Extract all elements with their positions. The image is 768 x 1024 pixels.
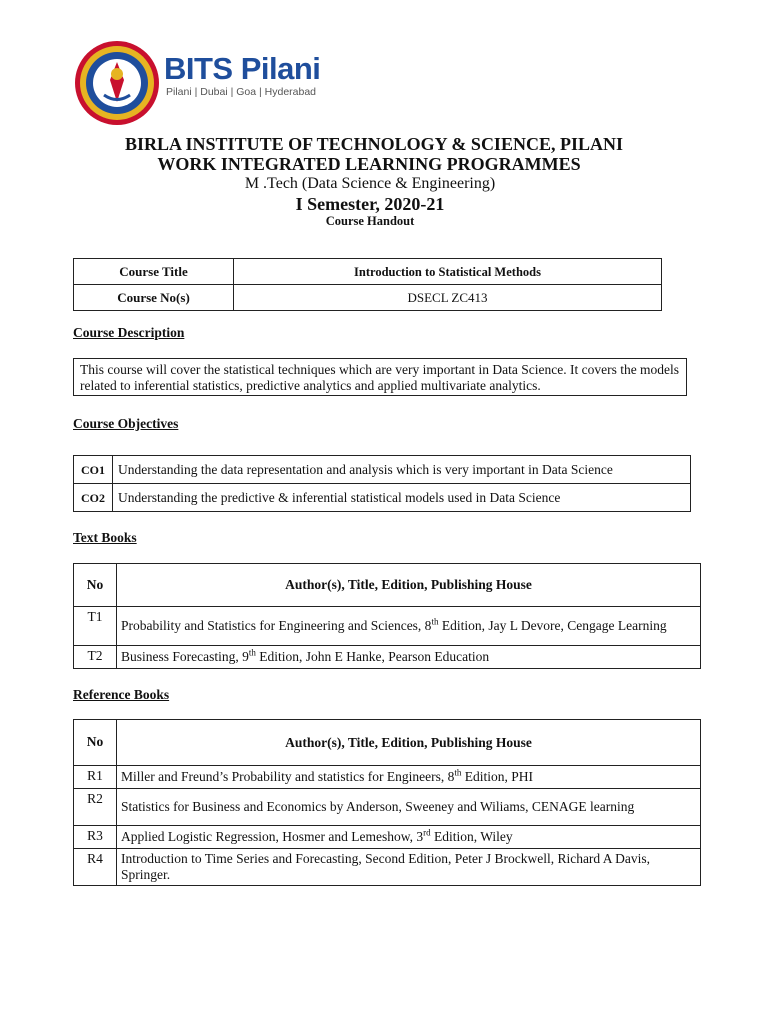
col-desc-header: Author(s), Title, Edition, Publishing House bbox=[117, 564, 701, 607]
degree-name: M .Tech (Data Science & Engineering) bbox=[244, 175, 496, 192]
course-description-text: This course will cover the statistical techniques which are very important in Data Science. It covers the models related to inferential statistics, predictive analytics and applied multivariate analytics. bbox=[80, 362, 680, 393]
brand-campuses: Pilani | Dubai | Goa | Hyderabad bbox=[166, 86, 317, 98]
table-row bbox=[74, 789, 701, 826]
table-row bbox=[74, 849, 701, 886]
objective-text: Understanding the predictive & inferential statistical models used in Data Science bbox=[113, 484, 691, 512]
brand-name: BITS Pilani bbox=[164, 51, 321, 86]
doc-type: Course Handout bbox=[325, 214, 415, 228]
table-header-row bbox=[74, 564, 701, 607]
objective-text: Understanding the data representation and analysis which is very important in Data Science bbox=[113, 456, 691, 484]
course-description-box bbox=[73, 358, 687, 396]
course-objectives-table bbox=[73, 455, 691, 512]
programme-name: WORK INTEGRATED LEARNING PROGRAMMES bbox=[157, 154, 581, 174]
institute-name: BIRLA INSTITUTE OF TECHNOLOGY & SCIENCE, PILANI bbox=[125, 134, 623, 154]
course-title-label: Course Title bbox=[74, 259, 234, 285]
col-no-header: No bbox=[74, 564, 117, 607]
course-info-table bbox=[73, 258, 662, 311]
book-desc: Business Forecasting, 9th Edition, John E Hanke, Pearson Education bbox=[117, 646, 701, 669]
book-desc: Probability and Statistics for Engineering and Sciences, 8th Edition, Jay L Devore, Cengage Learning bbox=[117, 607, 701, 646]
objective-code: CO1 bbox=[74, 456, 113, 484]
book-no: R2 bbox=[74, 789, 117, 826]
bits-seal-icon bbox=[74, 40, 160, 126]
objective-code: CO2 bbox=[74, 484, 113, 512]
table-row bbox=[74, 826, 701, 849]
table-row bbox=[74, 646, 701, 669]
text-books-table bbox=[73, 563, 701, 669]
text-books-heading: Text Books bbox=[73, 530, 137, 545]
objective-row bbox=[74, 484, 691, 512]
table-header-row bbox=[74, 720, 701, 766]
course-no-value: DSECL ZC413 bbox=[234, 285, 662, 311]
book-no: R1 bbox=[74, 766, 117, 789]
bits-logo bbox=[70, 40, 360, 130]
course-title-row bbox=[74, 259, 662, 285]
book-desc: Statistics for Business and Economics by Anderson, Sweeney and Wiliams, CENAGE learning bbox=[117, 789, 701, 826]
course-description-heading: Course Description bbox=[73, 325, 185, 340]
book-no: R4 bbox=[74, 849, 117, 886]
book-desc: Introduction to Time Series and Forecasting, Second Edition, Peter J Brockwell, Richard A Davis, Springer. bbox=[117, 849, 701, 886]
reference-books-heading: Reference Books bbox=[73, 687, 170, 702]
course-no-row bbox=[74, 285, 662, 311]
book-desc: Applied Logistic Regression, Hosmer and Lemeshow, 3rd Edition, Wiley bbox=[117, 826, 701, 849]
book-desc: Miller and Freund’s Probability and statistics for Engineers, 8th Edition, PHI bbox=[117, 766, 701, 789]
col-no-header: No bbox=[74, 720, 117, 766]
semester: I Semester, 2020-21 bbox=[295, 194, 445, 214]
course-title-value: Introduction to Statistical Methods bbox=[234, 259, 662, 285]
book-no: T2 bbox=[74, 646, 117, 669]
col-desc-header: Author(s), Title, Edition, Publishing House bbox=[117, 720, 701, 766]
book-no: R3 bbox=[74, 826, 117, 849]
reference-books-table bbox=[73, 719, 701, 886]
course-objectives-heading: Course Objectives bbox=[73, 416, 179, 431]
table-row bbox=[74, 766, 701, 789]
objective-row bbox=[74, 456, 691, 484]
course-no-label: Course No(s) bbox=[74, 285, 234, 311]
book-no: T1 bbox=[74, 607, 117, 646]
table-row bbox=[74, 607, 701, 646]
